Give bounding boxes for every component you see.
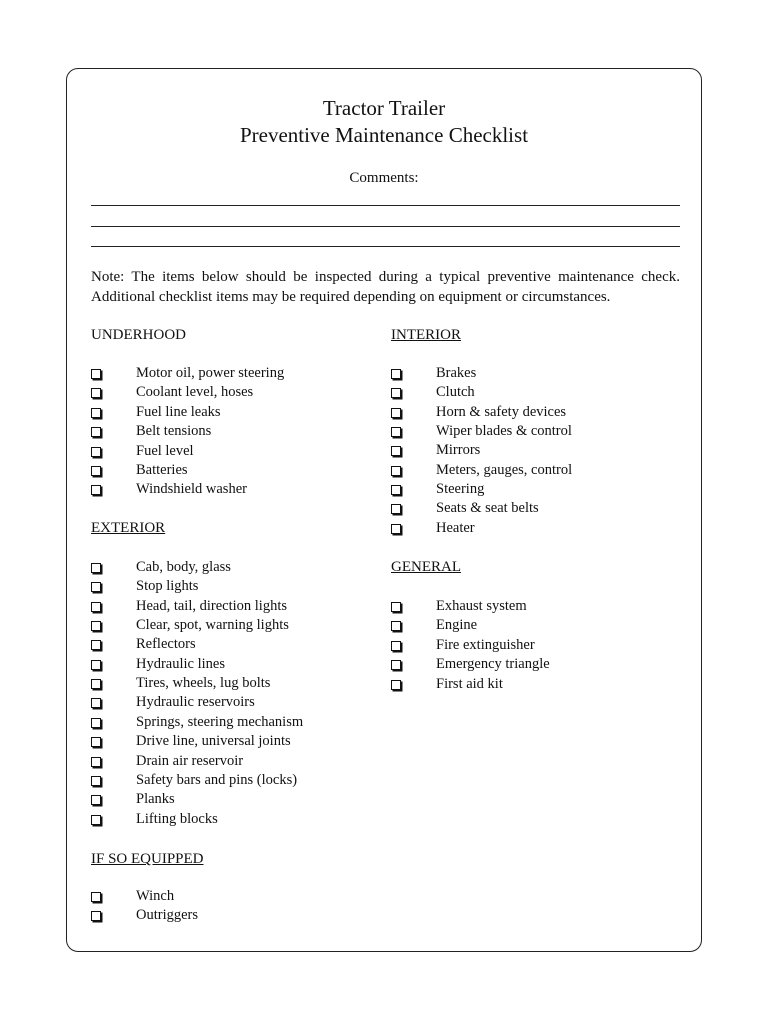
checkbox[interactable]: [391, 466, 401, 476]
checkbox[interactable]: [391, 485, 401, 495]
underhood-heading: UNDERHOOD: [91, 327, 186, 343]
checklist-item-label: Winch: [136, 888, 175, 904]
comments-label: Comments:: [349, 170, 419, 186]
checklist-item-label: Belt tensions: [136, 423, 212, 440]
checkbox[interactable]: [91, 815, 101, 825]
comment-line-3[interactable]: [91, 246, 680, 247]
exterior-heading: EXTERIOR: [91, 520, 166, 536]
checkbox[interactable]: [391, 446, 401, 456]
checkbox[interactable]: [91, 447, 101, 457]
checklist-item-label: Reflectors: [136, 636, 196, 653]
checklist-item-label: Outriggers: [136, 907, 199, 924]
checklist-item-label: Clutch: [436, 384, 475, 401]
checklist-item-label: Coolant level, hoses: [136, 384, 254, 401]
checkbox[interactable]: [391, 388, 401, 398]
checklist-item-label: Stop lights: [136, 578, 199, 595]
comment-line-2[interactable]: [91, 226, 680, 227]
form-subtitle: Preventive Maintenance Checklist: [239, 123, 529, 147]
checklist-item-label: Motor oil, power steering: [136, 365, 285, 381]
checklist-item-label: Safety bars and pins (locks): [136, 771, 298, 788]
checklist-item-label: Meters, gauges, control: [436, 461, 573, 478]
checkbox[interactable]: [391, 427, 401, 437]
checkbox[interactable]: [91, 679, 101, 689]
checkbox[interactable]: [391, 680, 401, 690]
checklist-item-label: Fuel level: [136, 442, 194, 459]
checkbox[interactable]: [91, 388, 101, 398]
checkbox[interactable]: [91, 582, 101, 592]
checklist-item-label: Hydraulic lines: [136, 655, 225, 672]
checkbox[interactable]: [91, 485, 101, 495]
checklist-item-label: Exhaust system: [436, 598, 527, 614]
checklist-item-label: Planks: [136, 791, 175, 808]
checkbox[interactable]: [91, 892, 101, 902]
checklist-item-label: Tires, wheels, lug bolts: [136, 675, 271, 692]
checkbox[interactable]: [391, 369, 401, 379]
checklist-item-label: First aid kit: [436, 675, 503, 692]
checkbox[interactable]: [91, 563, 101, 573]
checklist-item-label: Steering: [436, 481, 485, 498]
form-title: Tractor Trailer: [322, 96, 446, 120]
checkbox[interactable]: [91, 466, 101, 476]
checklist-item-label: Heater: [436, 519, 475, 536]
checklist-item-label: Emergency triangle: [436, 656, 550, 673]
checklist-item-label: Windshield washer: [136, 481, 247, 498]
checklist-item-label: Cab, body, glass: [136, 559, 231, 575]
checkbox[interactable]: [91, 602, 101, 612]
checklist-item-label: Brakes: [436, 365, 477, 381]
checkbox[interactable]: [91, 757, 101, 767]
checkbox[interactable]: [391, 504, 401, 514]
checkbox[interactable]: [91, 776, 101, 786]
checkbox[interactable]: [91, 795, 101, 805]
checkbox[interactable]: [391, 641, 401, 651]
checkbox[interactable]: [91, 737, 101, 747]
checkbox[interactable]: [391, 602, 401, 612]
checklist-item-label: Mirrors: [436, 442, 481, 459]
checklist-item-label: Hydraulic reservoirs: [136, 694, 255, 711]
checkbox[interactable]: [391, 660, 401, 670]
checklist-item-label: Wiper blades & control: [436, 423, 572, 440]
checkbox[interactable]: [91, 427, 101, 437]
checkbox[interactable]: [391, 524, 401, 534]
comment-line-1[interactable]: [91, 205, 680, 206]
checklist-item-label: Drain air reservoir: [136, 752, 244, 769]
checklist-item-label: Drive line, universal joints: [136, 733, 291, 750]
general-heading: GENERAL: [391, 559, 461, 575]
checklist-item-label: Horn & safety devices: [436, 403, 567, 420]
checkbox[interactable]: [91, 621, 101, 631]
checkbox[interactable]: [91, 911, 101, 921]
checkbox[interactable]: [391, 408, 401, 418]
interior-heading: INTERIOR: [391, 327, 461, 343]
checkbox[interactable]: [91, 698, 101, 708]
checklist-item-label: Lifting blocks: [136, 810, 218, 827]
checkbox[interactable]: [91, 660, 101, 670]
checklist-item-label: Engine: [436, 617, 478, 634]
checklist-item-label: Fire extinguisher: [436, 636, 535, 653]
checkbox[interactable]: [91, 408, 101, 418]
checklist-item-label: Head, tail, direction lights: [136, 597, 288, 614]
checklist-item-label: Clear, spot, warning lights: [136, 617, 289, 634]
checkbox[interactable]: [91, 369, 101, 379]
checkbox[interactable]: [91, 640, 101, 650]
checkbox[interactable]: [91, 718, 101, 728]
checklist-item-label: Fuel line leaks: [136, 403, 221, 420]
note-text: Note: The items below should be inspected during a typical preventive maintenance check. Additional checklist items may be required depending on equipment or circumstances.: [91, 269, 680, 305]
checklist-item-label: Seats & seat belts: [436, 500, 539, 517]
checklist-item-label: Batteries: [136, 462, 188, 478]
checklist-item-label: Springs, steering mechanism: [136, 713, 304, 730]
if-so-equipped-heading: IF SO EQUIPPED: [91, 851, 204, 867]
checkbox[interactable]: [391, 621, 401, 631]
